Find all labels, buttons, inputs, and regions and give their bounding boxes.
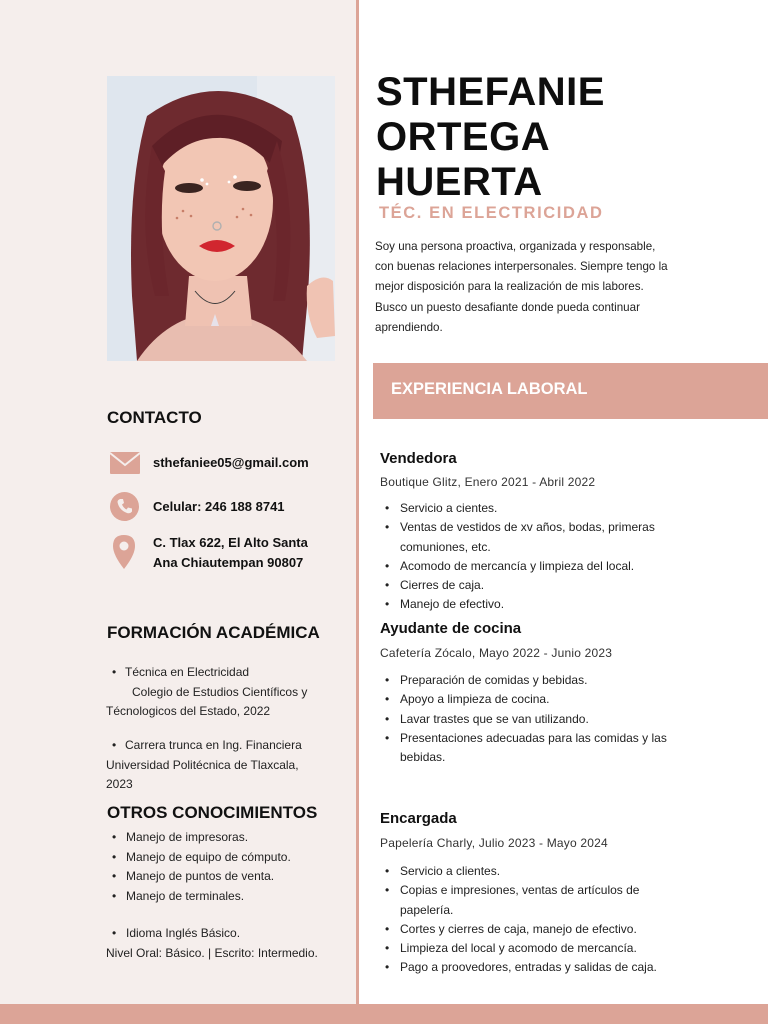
- phone-icon: [110, 492, 139, 521]
- contact-heading: CONTACTO: [107, 408, 202, 427]
- profile-photo: [107, 76, 335, 361]
- education-item: • Carrera trunca en Ing. Financiera Universidad Politécnica de Tlaxcala, 2023: [106, 738, 302, 791]
- name-line: STHEFANIE: [376, 70, 605, 114]
- job-duty: • Cortes y cierres de caja, manejo de efectivo.: [380, 920, 672, 939]
- education-detail: Colegio de Estudios Científicos y: [132, 684, 308, 699]
- job-duty: • Manejo de efectivo.: [380, 595, 672, 614]
- skill-item: • Manejo de equipo de cómputo.: [106, 848, 346, 868]
- email-icon-wrap: [110, 452, 140, 479]
- job-title: Ayudante de cocina: [380, 620, 522, 637]
- job-title: Vendedora: [380, 450, 457, 467]
- job-duty: • Lavar trastes que se van utilizando.: [380, 710, 672, 729]
- job-duty: • Pago a proovedores, entradas y salidas de caja.: [380, 958, 672, 977]
- experience-header-bar: [373, 363, 768, 419]
- job-duties-list: [380, 499, 672, 615]
- job-duty: • Ventas de vestidos de xv años, bodas, primeras comuniones, etc.: [380, 518, 672, 557]
- address-line: C. Tlax 622, El Alto Santa: [153, 535, 308, 550]
- job-duty: • Servicio a cientes.: [380, 499, 672, 518]
- job-duty: • Presentaciones adecuadas para las comidas y las bebidas.: [380, 729, 672, 768]
- job-duty: • Servicio a clientes.: [380, 862, 672, 881]
- contact-address: [153, 533, 308, 573]
- education-item: • Técnica en Electricidad Colegio de Estudios Científicos y Técnologicos del Estado, 2022: [106, 665, 308, 718]
- job-duties-list: [380, 671, 672, 767]
- column-divider: [356, 0, 359, 1024]
- job-duty: • Copias e impresiones, ventas de artículos de papelería.: [380, 881, 672, 920]
- name-line: ORTEGA: [376, 115, 551, 159]
- contact-email[interactable]: sthefaniee05@gmail.com: [153, 455, 309, 470]
- education-heading: FORMACIÓN ACADÉMICA: [107, 623, 320, 642]
- mail-icon: [110, 452, 140, 474]
- profile-summary: Soy una persona proactiva, organizada y responsable, con buenas relaciones interpersonales. Siempre tengo la mejor disposición para la realización de mis labores. Busco un puesto desafiante donde pueda continuar aprendiendo.: [375, 240, 668, 334]
- education-detail: Técnologicos del Estado, 2022: [106, 704, 271, 718]
- job-place-dates: Boutique Glitz, Enero 2021 - Abril 2022: [380, 475, 596, 489]
- candidate-name: [376, 70, 605, 205]
- job-duty: • Preparación de comidas y bebidas.: [380, 671, 672, 690]
- job-title: Encargada: [380, 810, 457, 827]
- contact-phone[interactable]: Celular: 246 188 8741: [153, 499, 285, 514]
- education-detail: Universidad Politécnica de Tlaxcala,: [106, 757, 299, 772]
- job-duty: • Limpieza del local y acomodo de mercancía.: [380, 939, 672, 958]
- skills-heading: OTROS CONOCIMIENTOS: [107, 803, 318, 822]
- job-duties-list: [380, 862, 672, 978]
- job-place-dates: Cafetería Zócalo, Mayo 2022 - Junio 2023: [380, 646, 613, 660]
- job-place-dates: Papelería Charly, Julio 2023 - Mayo 2024: [380, 836, 608, 850]
- language-item: • Idioma Inglés Básico.: [106, 924, 346, 944]
- skill-item: • Manejo de impresoras.: [106, 828, 346, 848]
- job-title-subtitle: TÉC. EN ELECTRICIDAD: [379, 204, 604, 222]
- job-duty: • Apoyo a limpieza de cocina.: [380, 690, 672, 709]
- name-line: HUERTA: [376, 160, 543, 204]
- bottom-accent-band: [0, 1004, 768, 1024]
- education-title: Carrera trunca en Ing. Financiera: [125, 738, 302, 752]
- skill-item: • Manejo de terminales.: [106, 887, 346, 907]
- address-line: Ana Chiautempan 90807: [153, 555, 304, 570]
- skill-item: • Manejo de puntos de venta.: [106, 867, 346, 887]
- job-duty: • Acomodo de mercancía y limpieza del local.: [380, 557, 672, 576]
- experience-heading: EXPERIENCIA LABORAL: [391, 380, 588, 398]
- language-level: Nivel Oral: Básico. | Escrito: Intermedio.: [106, 946, 318, 960]
- location-pin-icon: [113, 535, 135, 569]
- language-list: [106, 924, 346, 944]
- education-detail: 2023: [106, 777, 133, 791]
- job-duty: • Cierres de caja.: [380, 576, 672, 595]
- location-icon-wrap: [113, 535, 135, 574]
- skills-list: [106, 828, 346, 906]
- education-title: Técnica en Electricidad: [125, 665, 250, 679]
- phone-icon-wrap: [110, 492, 139, 526]
